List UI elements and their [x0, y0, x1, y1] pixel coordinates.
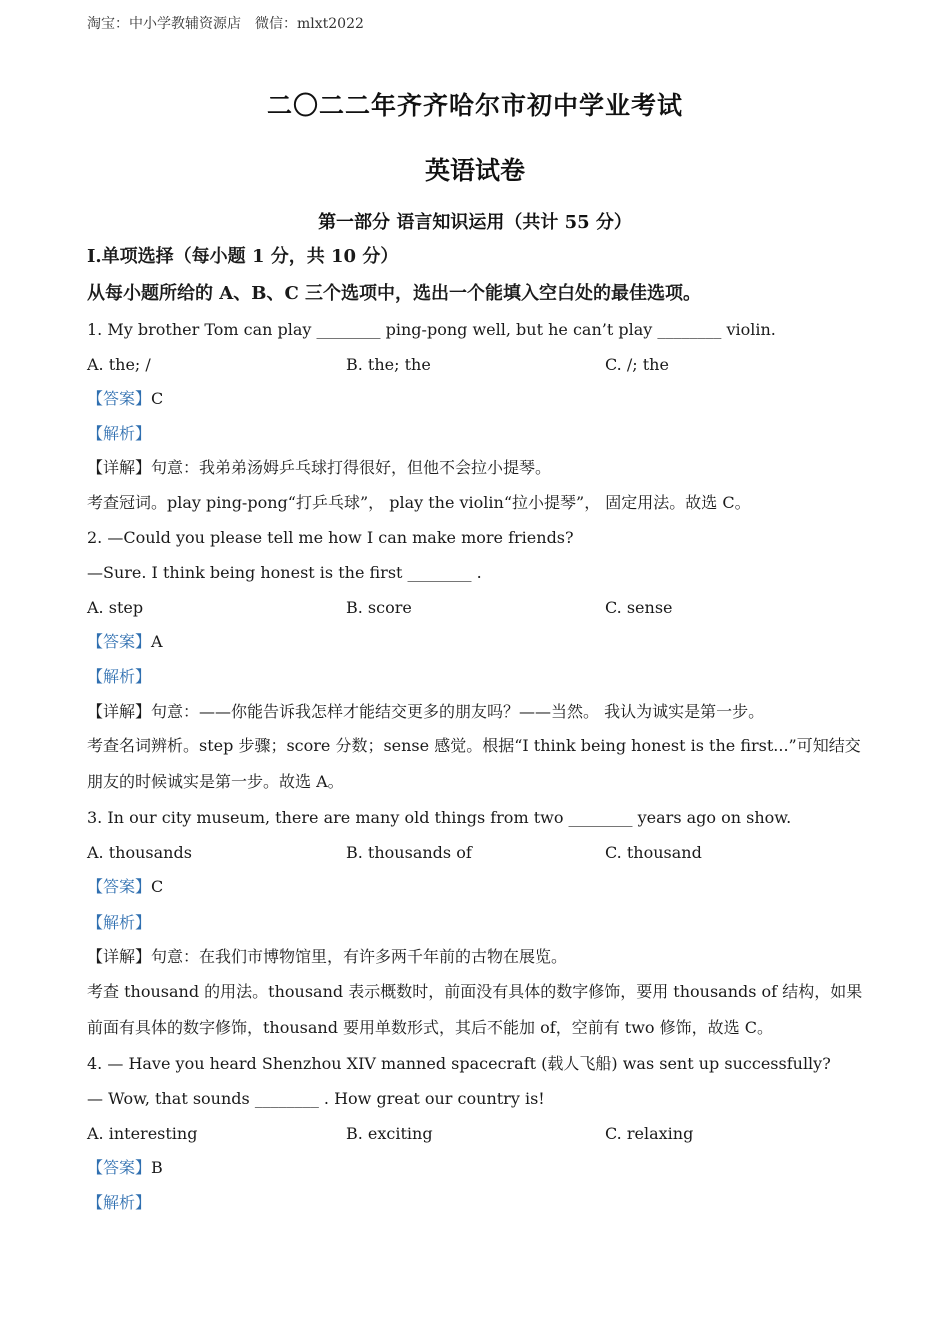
- analysis-tag: 【解析】: [87, 913, 152, 932]
- q2-analysis: [87, 667, 151, 687]
- header-watermark: 淘宝：中小学教辅资源店 微信：mlxt2022: [87, 16, 364, 32]
- analysis-tag: 【解析】: [87, 667, 152, 686]
- q2-detail: 【详解】句意：——你能告诉我怎样才能结交更多的朋友吗？——当然。 我认为诚实是第一步。: [87, 702, 765, 721]
- q3-answer: [87, 877, 163, 897]
- q4-option-b: B. exciting: [346, 1124, 433, 1143]
- q2-answer-value: A: [151, 632, 163, 651]
- q4-answer: [87, 1158, 163, 1178]
- q1-options: [87, 355, 669, 375]
- exam-title: 二〇二二年齐齐哈尔市初中学业考试: [266, 91, 683, 120]
- q3-option-c: C. thousand: [605, 843, 702, 862]
- analysis-tag: 【解析】: [87, 424, 152, 443]
- q3-options: [87, 843, 702, 863]
- q3-detail: 【详解】句意：在我们市博物馆里，有许多两千年前的古物在展览。: [87, 947, 568, 966]
- q3-note: 考查 thousand 的用法。thousand 表示概数时，前面没有具体的数字修饰，要用 thousands of 结构，如果前面有具体的数字修饰，thousand 要用单数形式，其后不能加 of，空前有 two 修饰，故选 C。: [87, 982, 863, 1037]
- q1-analysis: [87, 424, 151, 444]
- q4-stem-1: 4. — Have you heard Shenzhou XIV manned spacecraft (载人飞船) was sent up successfully?: [87, 1054, 831, 1073]
- q3-analysis: [87, 913, 151, 933]
- q2-note: 考查名词辨析。step 步骤；score 分数；sense 感觉。根据“I think being honest is the first...”可知结交朋友的时候诚实是第一步。故选 A。: [87, 736, 861, 791]
- q3-option-b: B. thousands of: [346, 843, 472, 862]
- q1-stem: 1. My brother Tom can play ________ ping-pong well, but he can’t play ________ violin.: [87, 320, 776, 339]
- exam-subtitle: 英语试卷: [424, 156, 525, 185]
- q4-option-a: A. interesting: [87, 1124, 198, 1143]
- answer-tag: 【答案】: [87, 389, 152, 408]
- answer-tag: 【答案】: [87, 877, 152, 896]
- q2-option-a: A. step: [87, 598, 144, 617]
- q1-note: 考查冠词。play ping-pong“打乒乓球”， play the violin“拉小提琴”， 固定用法。故选 C。: [87, 493, 751, 512]
- q1-option-c: C. /; the: [605, 355, 669, 374]
- q2-answer: [87, 632, 163, 652]
- q2-option-b: B. score: [346, 598, 412, 617]
- q3-stem: 3. In our city museum, there are many old things from two ________ years ago on show.: [87, 808, 792, 827]
- answer-tag: 【答案】: [87, 1158, 152, 1177]
- answer-tag: 【答案】: [87, 632, 152, 651]
- q2-stem-2: —Sure. I think being honest is the first ________ .: [87, 563, 482, 582]
- q4-stem-2: — Wow, that sounds ________ . How great our country is!: [87, 1089, 545, 1108]
- q2-stem-1: 2. —Could you please tell me how I can make more friends?: [87, 528, 574, 547]
- part-title: 第一部分 语言知识运用（共计 55 分）: [318, 212, 632, 233]
- q3-answer-value: C: [151, 877, 164, 896]
- analysis-tag: 【解析】: [87, 1193, 152, 1212]
- q2-options: [87, 598, 673, 618]
- q2-option-c: C. sense: [605, 598, 673, 617]
- q4-option-c: C. relaxing: [605, 1124, 694, 1143]
- q4-answer-value: B: [151, 1158, 163, 1177]
- instruction: 从每小题所给的 A、B、C 三个选项中，选出一个能填入空白处的最佳选项。: [87, 283, 702, 304]
- section-title: Ⅰ.单项选择（每小题 1 分，共 10 分）: [87, 246, 399, 267]
- q1-answer-value: C: [151, 389, 164, 408]
- q4-options: [87, 1124, 693, 1144]
- q3-option-a: A. thousands: [87, 843, 192, 862]
- q1-option-a: A. the; /: [87, 355, 151, 374]
- q1-option-b: B. the; the: [346, 355, 431, 374]
- q4-analysis: [87, 1193, 151, 1213]
- q1-answer: [87, 389, 163, 409]
- q1-detail: 【详解】句意：我弟弟汤姆乒乓球打得很好，但他不会拉小提琴。: [87, 458, 552, 477]
